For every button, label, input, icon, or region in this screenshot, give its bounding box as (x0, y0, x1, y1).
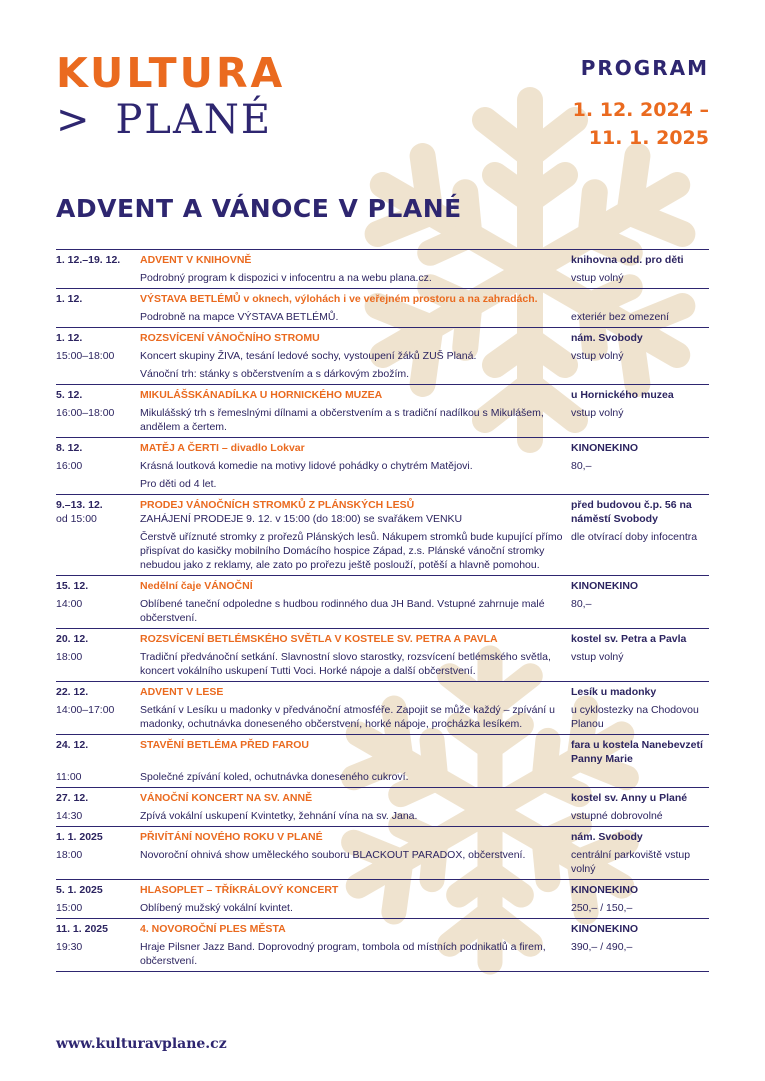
event-place: fara u kostela Nanebevzetí Panny Marie (571, 739, 703, 765)
event-row (56, 682, 709, 735)
event-time: 19:30 (56, 941, 83, 953)
event-title: MIKULÁŠSKÁNADÍLKA U HORNICKÉHO MUZEA (140, 389, 383, 401)
event-date (56, 830, 140, 844)
event-time: 18:00 (56, 651, 83, 663)
event-place: KINONEKINO (571, 580, 639, 592)
event-desc: Podrobně na mapce VÝSTAVA BETLÉMŮ. (140, 311, 339, 323)
event-detail: 250,– / 150,– (571, 902, 633, 914)
event-desc: Oblíbené taneční odpoledne s hudbou rodinného dua JH Band. Vstupné zahrnuje malé občerstvení. (140, 598, 545, 624)
event-main (140, 791, 564, 805)
event-time-cell (56, 848, 140, 862)
event-date-text: 8. 12. (56, 442, 83, 454)
program-label: PROGRAM (580, 56, 709, 80)
event-row (56, 328, 709, 385)
event-date (56, 498, 140, 526)
event-title: VÝSTAVA BETLÉMŮ v oknech, výlohách i ve veřejném prostoru a na zahradách. (140, 293, 538, 305)
event-place: u Hornického muzea (571, 389, 674, 401)
event-place: kostel sv. Anny u Plané (571, 792, 688, 804)
date-range-end: 11. 1. 2025 (588, 127, 709, 149)
event-title: VÁNOČNÍ KONCERT NA SV. ANNĚ (140, 792, 313, 804)
event-date (56, 253, 140, 267)
event-description (140, 459, 564, 491)
brand-arrow-icon: > (56, 97, 92, 143)
event-row (56, 250, 709, 289)
event-time: 15:00 (56, 902, 83, 914)
event-date-text: 1. 1. 2025 (56, 831, 103, 843)
date-range-start: 1. 12. 2024 – (572, 99, 709, 121)
event-main (140, 388, 564, 402)
event-desc: Setkání v Lesíku u madonky v předvánoční atmosféře. Zapojit se může každý – zpívání u madonky, ochutnávka doneseného občerstvení, horké nápoje, procházka lesíkem. (140, 704, 555, 730)
event-time: 15:00–18:00 (56, 350, 115, 362)
event-place: Lesík u madonky (571, 686, 657, 698)
event-date (56, 441, 140, 455)
event-date (56, 388, 140, 402)
event-row (56, 919, 709, 972)
event-title: Nedělní čaje VÁNOČNÍ (140, 580, 253, 592)
event-title: ROZSVÍCENÍ VÁNOČNÍHO STROMU (140, 332, 320, 344)
event-date-text: 1. 12.–19. 12. (56, 254, 121, 266)
brand-plane-line (56, 98, 285, 142)
event-list (56, 249, 709, 972)
event-main (140, 498, 564, 526)
event-title: PRODEJ VÁNOČNÍCH STROMKŮ Z PLÁNSKÝCH LESŮ (140, 499, 415, 511)
event-date (56, 331, 140, 345)
event-row (56, 289, 709, 328)
event-time: 18:00 (56, 849, 83, 861)
event-desc: Oblíbený mužský vokální kvintet. (140, 902, 293, 914)
event-desc-extra: Pro děti od 4 let. (140, 478, 217, 490)
event-time-cell (56, 940, 140, 954)
event-date (56, 632, 140, 646)
event-row (56, 385, 709, 438)
event-title: STAVĚNÍ BETLÉMA PŘED FAROU (140, 739, 309, 751)
event-desc: Tradiční předvánoční setkání. Slavnostní slovo starostky, rozsvícení betlémského světla, koncert vokálního uskupení Tutti Voci. Horké nápoje a další občerstvení. (140, 651, 551, 677)
event-main (140, 331, 564, 345)
event-row (56, 576, 709, 629)
event-time-cell (56, 703, 140, 717)
event-time: 14:00 (56, 598, 83, 610)
event-row (56, 880, 709, 919)
event-date-text: 5. 12. (56, 389, 83, 401)
event-time-cell (56, 809, 140, 823)
event-detail: vstup volný (571, 350, 624, 362)
event-place: KINONEKINO (571, 442, 639, 454)
event-main (140, 292, 564, 306)
event-main (140, 883, 564, 897)
event-date (56, 883, 140, 897)
event-description (140, 310, 564, 324)
event-main (140, 579, 564, 593)
event-date (56, 738, 140, 752)
brand-kultura: KULTURA (56, 49, 286, 97)
event-description (140, 597, 564, 625)
event-detail: 390,– / 490,– (571, 941, 633, 953)
brand-plane: PLANÉ (115, 97, 273, 143)
event-detail: u cyklostezky na Chodovou Planou (571, 704, 699, 730)
event-date-text: 27. 12. (56, 792, 89, 804)
event-main (140, 632, 564, 646)
event-date-text: 5. 1. 2025 (56, 884, 103, 896)
event-description (140, 406, 564, 434)
event-description (140, 650, 564, 678)
event-date-text: 1. 12. (56, 293, 83, 305)
event-time: 16:00–18:00 (56, 407, 115, 419)
date-range (573, 96, 709, 152)
event-place: nám. Svobody (571, 332, 643, 344)
event-row (56, 735, 709, 788)
event-description (140, 809, 564, 823)
event-description (140, 349, 564, 381)
event-row (56, 629, 709, 682)
event-date (56, 292, 140, 306)
event-detail: vstup volný (571, 407, 624, 419)
event-detail: 80,– (571, 598, 592, 610)
event-subtitle: ZAHÁJENÍ PRODEJE 9. 12. v 15:00 (do 18:00) se svařákem VENKU (140, 513, 463, 525)
event-date-text: 24. 12. (56, 739, 89, 751)
event-detail: 80,– (571, 460, 592, 472)
event-date (56, 791, 140, 805)
event-detail: exteriér bez omezení (571, 311, 670, 323)
event-desc: Čerstvě uříznuté stromky z prořezů Plánských lesů. Nákupem stromků bude kupující přímo přispívat do kasičky mobilního Domácího hospice Západ, z.s. Plánské vánoční stromky nebudou jako z reklamy, ale zato po prořezu ještě poslouží, potěší a hlavně pomohou. (140, 531, 563, 571)
event-row (56, 495, 709, 576)
event-title: PŘIVÍTÁNÍ NOVÉHO ROKU V PLANÉ (140, 831, 323, 843)
event-place: kostel sv. Petra a Pavla (571, 633, 687, 645)
event-time-cell (56, 349, 140, 363)
event-row (56, 788, 709, 827)
event-desc: Společné zpívání koled, ochutnávka doneseného cukroví. (140, 771, 409, 783)
event-description (140, 271, 564, 285)
event-place: nám. Svobody (571, 831, 643, 843)
brand-logo (56, 49, 286, 143)
event-desc: Podrobný program k dispozici v infocentru a na webu plana.cz. (140, 272, 432, 284)
event-place: KINONEKINO (571, 884, 639, 896)
page-title: ADVENT A VÁNOCE V PLANÉ (56, 194, 462, 223)
event-detail: vstupné dobrovolné (571, 810, 663, 822)
event-description (140, 530, 564, 572)
event-title: HLASOPLET – TŘÍKRÁLOVÝ KONCERT (140, 884, 339, 896)
event-description (140, 901, 564, 915)
event-time-cell (56, 406, 140, 420)
event-description (140, 770, 564, 784)
event-time-cell (56, 770, 140, 784)
event-desc: Novoroční ohnivá show uměleckého souboru BLACKOUT PARADOX, občerstvení. (140, 849, 526, 861)
event-description (140, 848, 564, 862)
event-desc: Koncert skupiny ŽIVA, tesání ledové sochy, vystoupení žáků ZUŠ Planá. (140, 350, 477, 362)
event-place: před budovou č.p. 56 na náměstí Svobody (571, 499, 692, 525)
event-main (140, 738, 564, 752)
event-date-text: 22. 12. (56, 686, 89, 698)
event-time: 11:00 (56, 771, 82, 783)
event-date (56, 922, 140, 936)
event-time-cell (56, 597, 140, 611)
website-link[interactable]: www.kulturavplane.cz (56, 1036, 227, 1052)
event-main (140, 830, 564, 844)
event-title: ROZSVÍCENÍ BETLÉMSKÉHO SVĚTLA V KOSTELE SV. PETRA A PAVLA (140, 633, 498, 645)
event-time: 14:00–17:00 (56, 704, 115, 716)
event-date-text: 9.–13. 12. (56, 499, 103, 511)
event-desc: Mikulášský trh s řemeslnými dílnami a občerstvením a s tradiční nadílkou s Mikulášem, andělem a čertem. (140, 407, 544, 433)
event-time: 16:00 (56, 460, 83, 472)
event-date (56, 579, 140, 593)
event-time-cell (56, 459, 140, 473)
event-row (56, 827, 709, 880)
event-title: ADVENT V LESE (140, 686, 224, 698)
event-main (140, 441, 564, 455)
event-date-text: 11. 1. 2025 (56, 923, 108, 935)
event-detail: vstup volný (571, 272, 624, 284)
event-desc: Hraje Pilsner Jazz Band. Doprovodný program, tombola od místních podnikatlů a firem, občerstvení. (140, 941, 546, 967)
event-date (56, 685, 140, 699)
event-description (140, 703, 564, 731)
event-date-text: 15. 12. (56, 580, 89, 592)
event-row (56, 438, 709, 495)
event-title: MATĚJ A ČERTI – divadlo Lokvar (140, 442, 305, 454)
event-date-text: 20. 12. (56, 633, 89, 645)
event-desc: Zpívá vokální uskupení Kvintetky, žehnání vína na sv. Jana. (140, 810, 418, 822)
event-title: 4. NOVOROČNÍ PLES MĚSTA (140, 923, 286, 935)
event-main (140, 253, 564, 267)
event-detail: vstup volný (571, 651, 624, 663)
event-desc: Krásná loutková komedie na motivy lidové pohádky o chytrém Matějovi. (140, 460, 473, 472)
event-time-cell (56, 650, 140, 664)
event-time: 14:30 (56, 810, 83, 822)
event-description (140, 940, 564, 968)
event-main (140, 922, 564, 936)
event-main (140, 685, 564, 699)
event-time: od 15:00 (56, 513, 97, 525)
event-place: KINONEKINO (571, 923, 639, 935)
event-title: ADVENT V KNIHOVNĚ (140, 254, 252, 266)
event-time-cell (56, 901, 140, 915)
event-place: knihovna odd. pro děti (571, 254, 684, 266)
event-detail: centrální parkoviště vstup volný (571, 849, 691, 875)
event-date-text: 1. 12. (56, 332, 83, 344)
event-detail: dle otvírací doby infocentra (571, 531, 698, 543)
event-desc-extra: Vánoční trh: stánky s občerstvením a s dárkovým zbožím. (140, 368, 410, 380)
